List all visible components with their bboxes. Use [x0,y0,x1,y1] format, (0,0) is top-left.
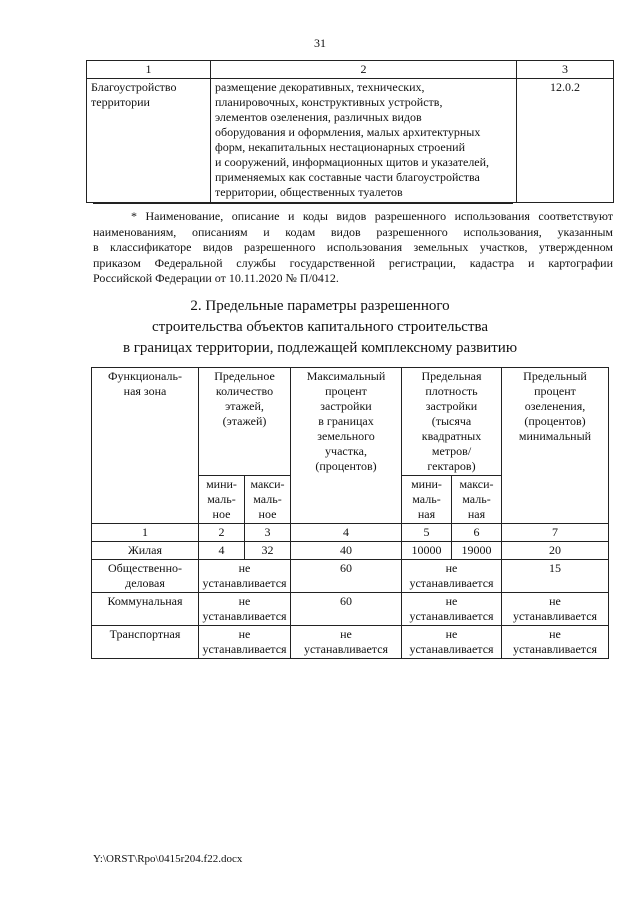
land-use-code: 12.0.2 [517,79,614,203]
column-number: 5 [402,524,452,542]
land-use-table [86,60,614,203]
column-number: 3 [517,61,614,79]
section-title: 2. Предельные параметры разрешенного строительства объектов капитального строительства в границах территории, подлежащей комплексному развитию [122,298,518,356]
header-zone: Функциональ- ная зона [92,368,199,524]
table-header-row [92,368,609,476]
floors-not-set: не устанавливается [199,626,291,659]
max-percent: 60 [291,593,402,626]
greening: 20 [502,542,609,560]
column-number: 1 [92,524,199,542]
table-row-transport [92,626,609,659]
header-floors: Предельное количество этажей, (этажей) [199,368,291,476]
land-use-name: Благоустройство территории [87,79,211,203]
max-percent-not-set: не устанавливается [291,626,402,659]
column-number: 4 [291,524,402,542]
table-header-row [87,61,614,79]
subheader-density-min: мини- маль- ная [402,476,452,524]
footnote: * Наименование, описание и коды видов разрешенного использования соответствуют наименованиям, описаниям и кодам видов разрешенного использования, указанным в классификаторе видов разрешенного использования земельных участков, утвержденном приказом Федеральной службы государственной регистрации, кадастра и картографии Российской Федерации от 10.11.2020 № П/0412. [93,209,613,286]
column-number: 2 [199,524,245,542]
column-number: 6 [452,524,502,542]
max-percent: 40 [291,542,402,560]
table-row-public-business [92,560,609,593]
column-number: 2 [211,61,517,79]
footnote-separator [93,203,513,204]
subheader-floors-min: мини- маль- ное [199,476,245,524]
zone-name: Общественно- деловая [92,560,199,593]
floors-not-set: не устанавливается [199,593,291,626]
density-max: 19000 [452,542,502,560]
density-min: 10000 [402,542,452,560]
greening-not-set: не устанавливается [502,626,609,659]
subheader-density-max: макси- маль- ная [452,476,502,524]
density-not-set: не устанавливается [402,626,502,659]
greening: 15 [502,560,609,593]
density-not-set: не устанавливается [402,593,502,626]
table-row [87,79,614,203]
header-density: Предельная плотность застройки (тысяча квадратных метров/ гектаров) [402,368,502,476]
numbering-row [92,524,609,542]
document-path: Y:\ORST\Rpo\0415r204.f22.docx [93,853,243,865]
density-not-set: не устанавливается [402,560,502,593]
column-number: 1 [87,61,211,79]
zone-name: Транспортная [92,626,199,659]
column-number: 7 [502,524,609,542]
floors-max: 32 [245,542,291,560]
greening-not-set: не устанавливается [502,593,609,626]
max-percent: 60 [291,560,402,593]
zone-name: Коммунальная [92,593,199,626]
parameters-table [91,367,609,659]
land-use-description: размещение декоративных, технических, планировочных, конструктивных устройств, элементов озеленения, различных видов оборудования и оформления, малых архитектурных форм, некапитальных нестационарных строений и сооружений, информационных щитов и указателей, применяемых как составные части благоустройства территории, общественных туалетов [211,79,517,203]
floors-not-set: не устанавливается [199,560,291,593]
header-greening: Предельный процент озеленения, (процентов) минимальный [502,368,609,524]
page-number: 31 [314,36,326,50]
subheader-floors-max: макси- маль- ное [245,476,291,524]
column-number: 3 [245,524,291,542]
header-max-percent: Максимальный процент застройки в границах земельного участка, (процентов) [291,368,402,524]
table-row-communal [92,593,609,626]
zone-name: Жилая [92,542,199,560]
table-row-residential [92,542,609,560]
floors-min: 4 [199,542,245,560]
